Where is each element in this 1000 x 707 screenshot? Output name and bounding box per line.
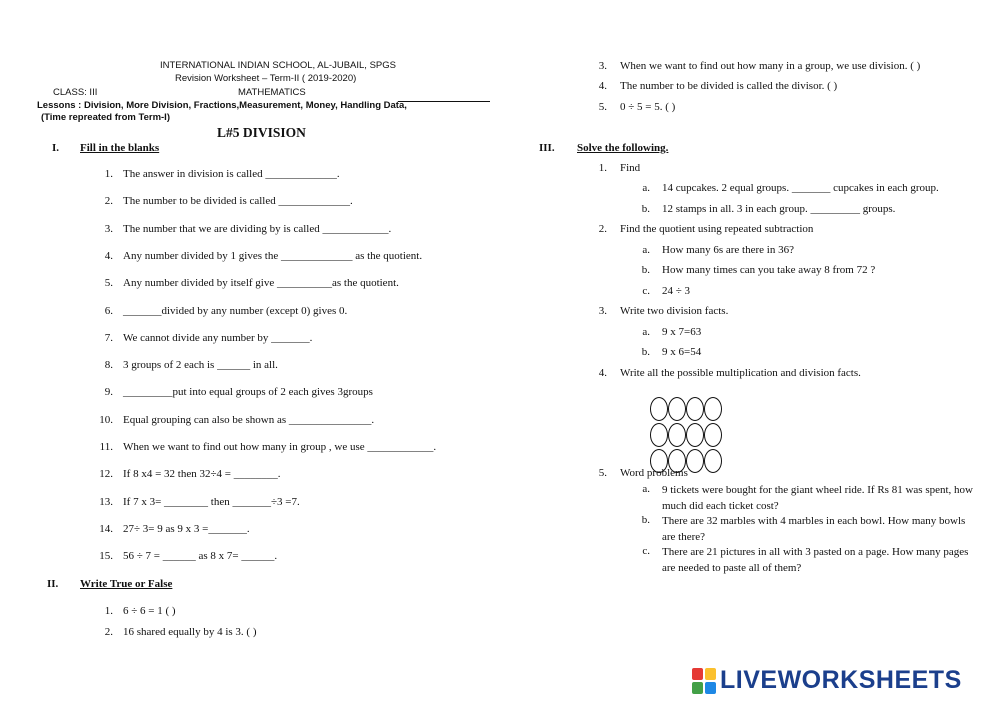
fill-blank-number: 12. bbox=[99, 468, 113, 481]
section-2-title: Write True or False bbox=[80, 578, 173, 590]
fill-blank-number: 10. bbox=[99, 413, 113, 426]
q5-number: 5. bbox=[598, 467, 607, 479]
fill-blank-item: We cannot divide any number by _______. bbox=[123, 331, 313, 344]
fill-blank-item: The answer in division is called _____________. bbox=[123, 168, 340, 180]
fill-blank-item: Any number divided by 1 gives the _____________ as the quotient. bbox=[123, 249, 423, 262]
header-rule bbox=[398, 101, 490, 102]
q2-c-letter: c. bbox=[642, 285, 650, 297]
q5-c-letter: c. bbox=[642, 545, 650, 557]
true-false-item: 0 ÷ 5 = 5. ( ) bbox=[620, 101, 676, 113]
q1-text: Find bbox=[620, 162, 641, 174]
q1-number: 1. bbox=[598, 162, 607, 174]
fill-blank-number: 1. bbox=[104, 168, 113, 180]
fill-blank-number: 6. bbox=[104, 304, 113, 317]
oval-shape bbox=[650, 423, 668, 447]
q2-b-text: How many times can you take away 8 from 72 ? bbox=[662, 264, 876, 276]
q5-c-text: There are 21 pictures in all with 3 pasted on a page. How many pages are needed to paste all of them? bbox=[662, 546, 969, 574]
fill-blank-item: If 8 x4 = 32 then 32÷4 = ________. bbox=[123, 468, 281, 481]
section-2-number: II. bbox=[47, 578, 59, 590]
q2-a-letter: a. bbox=[642, 244, 650, 256]
q1-a-letter: a. bbox=[642, 182, 650, 194]
q1-a-text: 14 cupcakes. 2 equal groups. _______ cupcakes in each group. bbox=[662, 182, 939, 194]
q5-text: Word problems bbox=[620, 467, 688, 479]
true-false-number: 1. bbox=[104, 605, 113, 617]
section-1-title: Fill in the blanks bbox=[80, 142, 160, 154]
true-false-number: 5. bbox=[598, 101, 607, 113]
subject-label: MATHEMATICS bbox=[238, 87, 306, 98]
q1-b-text: 12 stamps in all. 3 in each group. _________ groups. bbox=[662, 203, 896, 215]
fill-blank-item: _________put into equal groups of 2 each gives 3groups bbox=[123, 386, 373, 399]
q5-a-text: 9 tickets were bought for the giant wheel ride. If Rs 81 was spent, how much did each ticket cost? bbox=[662, 484, 973, 512]
section-1-number: I. bbox=[52, 142, 60, 154]
oval-shape bbox=[686, 423, 704, 447]
liveworksheets-logo-icon bbox=[692, 668, 716, 694]
time-note: (Time repreated from Term-I) bbox=[41, 112, 170, 123]
fill-blank-item: Equal grouping can also be shown as _______________. bbox=[123, 413, 375, 426]
oval-shape bbox=[704, 449, 722, 473]
q3-b-letter: b. bbox=[641, 346, 650, 358]
fill-blank-item: _______divided by any number (except 0) gives 0. bbox=[123, 304, 348, 317]
q5-a-letter: a. bbox=[642, 483, 650, 495]
fill-blank-number: 13. bbox=[99, 495, 113, 508]
true-false-number: 3. bbox=[598, 60, 607, 72]
worksheet-title: Revision Worksheet – Term-II ( 2019-2020) bbox=[175, 73, 357, 84]
true-false-number: 2. bbox=[104, 626, 113, 638]
q3-number: 3. bbox=[598, 305, 607, 317]
oval-shape bbox=[686, 397, 704, 421]
q3-a-text: 9 x 7=63 bbox=[662, 326, 702, 338]
q2-text: Find the quotient using repeated subtraction bbox=[620, 223, 814, 235]
fill-blank-item: 56 ÷ 7 = ______ as 8 x 7= ______. bbox=[123, 550, 278, 563]
q3-text: Write two division facts. bbox=[620, 305, 729, 317]
true-false-number: 4. bbox=[598, 80, 607, 92]
oval-shape bbox=[668, 397, 686, 421]
lessons-line: Lessons : Division, More Division, Fractions,Measurement, Money, Handling Data, bbox=[37, 100, 407, 111]
q4-text: Write all the possible multiplication and division facts. bbox=[620, 367, 861, 379]
section-3-title: Solve the following. bbox=[577, 142, 669, 154]
fill-blank-number: 11. bbox=[99, 441, 113, 453]
oval-shape bbox=[686, 449, 704, 473]
fill-blank-number: 5. bbox=[104, 277, 113, 290]
q5-b-text: There are 32 marbles with 4 marbles in each bowl. How many bowls are there? bbox=[662, 515, 966, 543]
q1-b-letter: b. bbox=[641, 203, 650, 215]
fill-blank-number: 3. bbox=[104, 222, 113, 235]
true-false-item: 16 shared equally by 4 is 3. ( ) bbox=[123, 626, 257, 638]
section-3-number: III. bbox=[539, 142, 555, 154]
fill-blank-item: If 7 x 3= ________ then _______÷3 =7. bbox=[123, 495, 300, 508]
q2-number: 2. bbox=[598, 223, 607, 235]
oval-shape bbox=[704, 423, 722, 447]
q4-number: 4. bbox=[598, 367, 607, 379]
fill-blank-item: Any number divided by itself give __________as the quotient. bbox=[123, 277, 399, 290]
fill-blank-number: 15. bbox=[99, 550, 113, 563]
oval-shape bbox=[650, 397, 668, 421]
q3-b-text: 9 x 6=54 bbox=[662, 346, 702, 358]
true-false-item: When we want to find out how many in a group, we use division. ( ) bbox=[620, 60, 921, 72]
class-label: CLASS: III bbox=[53, 87, 98, 98]
page-title: L#5 DIVISION bbox=[217, 125, 306, 140]
q2-a-text: How many 6s are there in 36? bbox=[662, 244, 794, 256]
fill-blank-number: 2. bbox=[104, 195, 113, 208]
true-false-item: 6 ÷ 6 = 1 ( ) bbox=[123, 605, 176, 617]
fill-blank-number: 8. bbox=[104, 359, 113, 372]
fill-blank-number: 9. bbox=[104, 386, 113, 399]
fill-blank-item: The number that we are dividing by is called ____________. bbox=[123, 222, 392, 235]
q5-b-letter: b. bbox=[641, 514, 650, 526]
q3-a-letter: a. bbox=[642, 326, 650, 338]
q2-b-letter: b. bbox=[641, 264, 650, 276]
school-name: INTERNATIONAL INDIAN SCHOOL, AL-JUBAIL, SPGS bbox=[160, 60, 396, 71]
fill-blank-item: When we want to find out how many in group , we use ____________. bbox=[123, 441, 437, 453]
true-false-item: The number to be divided is called the divisor. ( ) bbox=[620, 80, 838, 92]
liveworksheets-logo-text: LIVEWORKSHEETS bbox=[720, 666, 962, 694]
q2-c-text: 24 ÷ 3 bbox=[662, 285, 691, 297]
fill-blank-item: 3 groups of 2 each is ______ in all. bbox=[123, 359, 278, 372]
fill-blank-item: The number to be divided is called _____________. bbox=[123, 195, 353, 208]
fill-blank-item: 27÷ 3= 9 as 9 x 3 =_______. bbox=[123, 522, 250, 535]
fill-blank-number: 14. bbox=[99, 522, 113, 535]
oval-shape bbox=[668, 423, 686, 447]
fill-blank-number: 4. bbox=[104, 249, 113, 262]
oval-shape bbox=[704, 397, 722, 421]
fill-blank-number: 7. bbox=[104, 331, 113, 344]
